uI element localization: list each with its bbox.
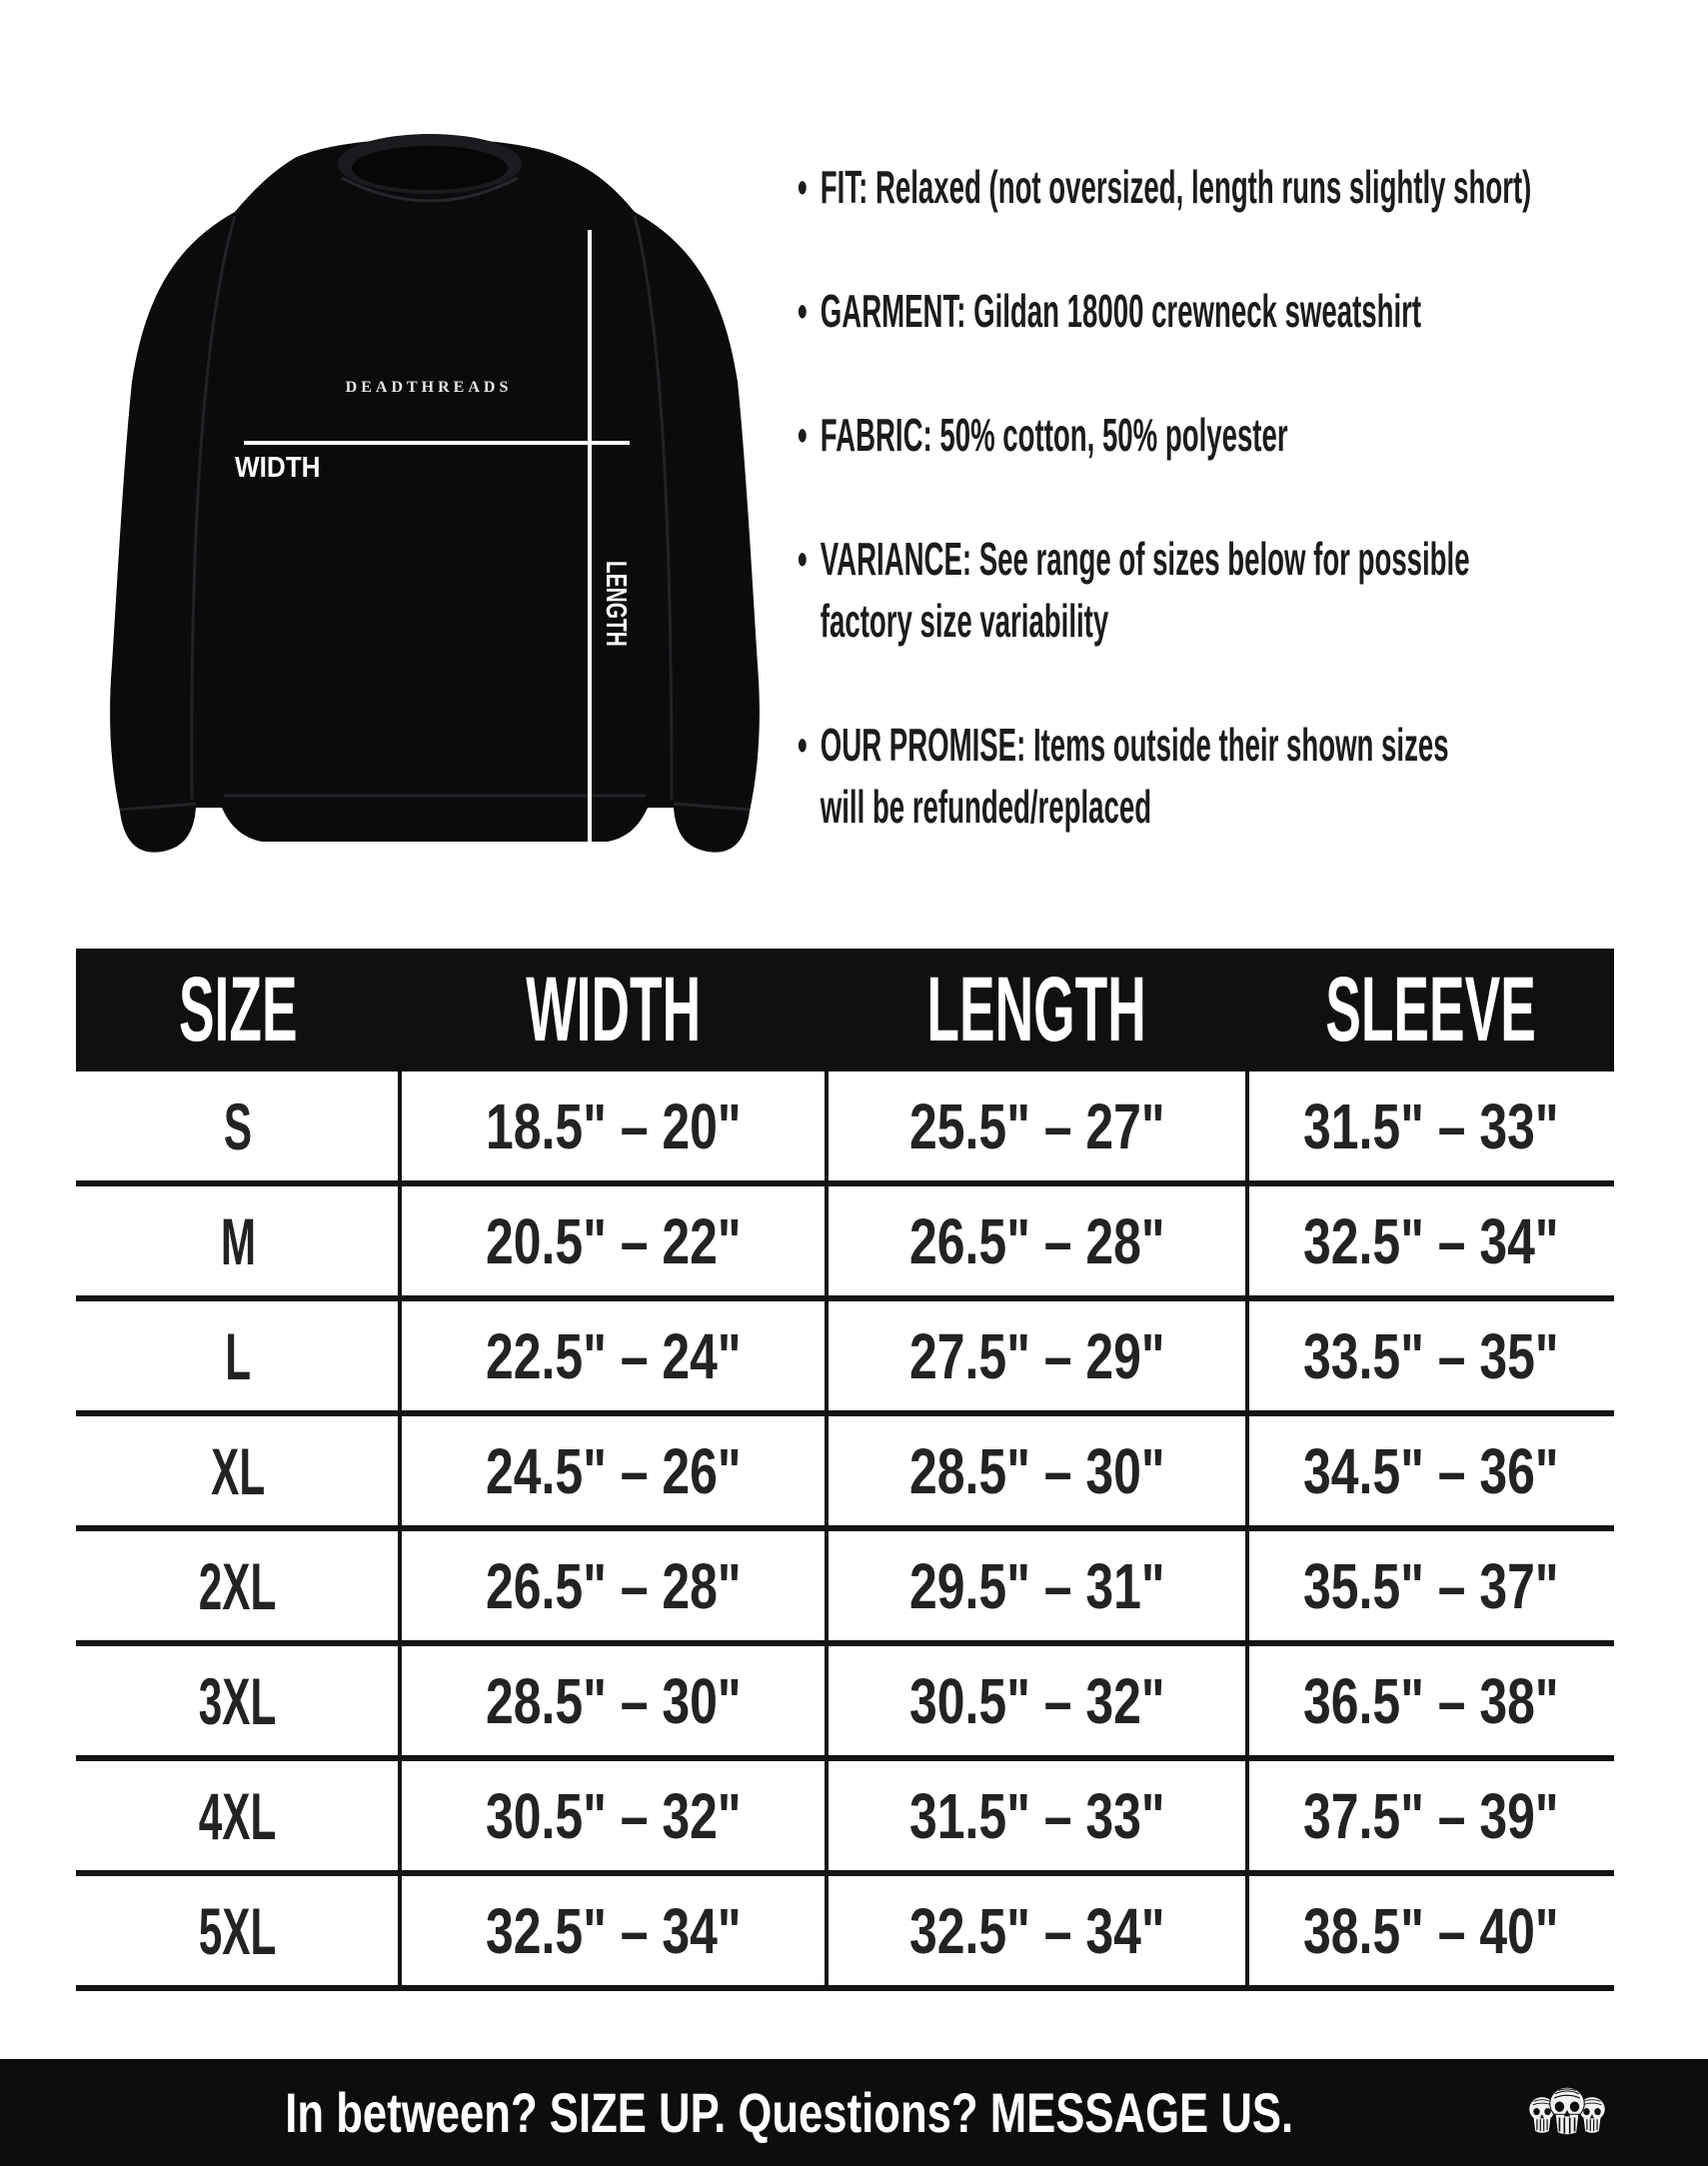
width-measure-label: WIDTH	[235, 450, 321, 484]
width-value: 20.5" – 22"	[485, 1204, 742, 1277]
sleeve-value: 38.5" – 40"	[1302, 1894, 1559, 1967]
column-divider	[825, 1072, 829, 1991]
table-row-3xl	[76, 1646, 1614, 1761]
size-value: L	[225, 1318, 251, 1393]
spec-text: factory size variability	[820, 595, 1109, 647]
table-row-s	[76, 1072, 1614, 1186]
sleeve-value: 31.5" – 33"	[1302, 1089, 1559, 1162]
length-value: 30.5" – 32"	[908, 1664, 1165, 1737]
table-row-5xl	[76, 1876, 1614, 1991]
size-chart-header	[76, 949, 1614, 1072]
table-row-m	[76, 1186, 1614, 1301]
length-measure-label: LENGTH	[600, 561, 633, 647]
bullet-icon: •	[798, 161, 808, 213]
length-value: 27.5" – 29"	[908, 1319, 1165, 1392]
size-chart	[76, 949, 1614, 1991]
length-value: 32.5" – 34"	[908, 1894, 1165, 1967]
spec-text: FIT: Relaxed (not oversized, length runs slightly short)	[820, 161, 1532, 213]
triple-skulls-icon	[1526, 2084, 1608, 2144]
size-value: 5XL	[199, 1893, 277, 1968]
table-row-xl	[76, 1416, 1614, 1531]
width-value: 24.5" – 26"	[485, 1434, 742, 1507]
length-value: 31.5" – 33"	[908, 1779, 1165, 1852]
header-cell-size: SIZE	[178, 959, 298, 1061]
footer-message	[0, 2059, 1578, 2166]
width-value: 18.5" – 20"	[485, 1089, 742, 1162]
sleeve-value: 33.5" – 35"	[1302, 1319, 1559, 1392]
size-value: 3XL	[199, 1663, 277, 1738]
bullet-icon: •	[798, 533, 808, 585]
sleeve-value: 34.5" – 36"	[1302, 1434, 1559, 1507]
table-row-2xl	[76, 1531, 1614, 1646]
length-value: 28.5" – 30"	[908, 1434, 1165, 1507]
length-value: 29.5" – 31"	[908, 1549, 1165, 1622]
bullet-icon: •	[798, 719, 808, 771]
brand-print: DEADTHREADS	[345, 379, 513, 396]
bullet-icon: •	[798, 409, 808, 461]
spec-text: VARIANCE: See range of sizes below for possible	[820, 533, 1470, 585]
width-value: 30.5" – 32"	[485, 1779, 742, 1852]
size-value: M	[220, 1203, 256, 1278]
length-value: 25.5" – 27"	[908, 1089, 1165, 1162]
length-value: 26.5" – 28"	[908, 1204, 1165, 1277]
sweatshirt-diagram	[50, 120, 810, 870]
table-row-4xl	[76, 1761, 1614, 1876]
spec-item-garment	[798, 280, 1625, 342]
size-chart-body	[76, 1072, 1614, 1991]
sleeve-value: 37.5" – 39"	[1302, 1779, 1559, 1852]
size-value: 4XL	[199, 1778, 277, 1853]
spec-text: OUR PROMISE: Items outside their shown sizes	[820, 719, 1449, 771]
spec-text: GARMENT: Gildan 18000 crewneck sweatshirt	[820, 285, 1422, 337]
spec-text: will be refunded/replaced	[820, 781, 1152, 833]
size-value: S	[223, 1088, 253, 1163]
collar-opening	[352, 146, 508, 190]
table-row-l	[76, 1301, 1614, 1416]
width-value: 28.5" – 30"	[485, 1664, 742, 1737]
header-cell-width: WIDTH	[526, 959, 701, 1061]
spec-item-fabric	[798, 404, 1625, 466]
sleeve-value: 35.5" – 37"	[1302, 1549, 1559, 1622]
sleeve-value: 36.5" – 38"	[1302, 1664, 1559, 1737]
header-cell-length: LENGTH	[926, 959, 1147, 1061]
spec-list	[798, 156, 1625, 900]
size-value: 2XL	[199, 1548, 277, 1623]
sleeve-value: 32.5" – 34"	[1302, 1204, 1559, 1277]
header-cell-sleeve: SLEEVE	[1325, 959, 1536, 1061]
footer-bar	[0, 2059, 1708, 2166]
column-divider	[1245, 1072, 1249, 1991]
spec-item-promise	[798, 714, 1625, 838]
size-value: XL	[211, 1433, 265, 1508]
spec-item-variance	[798, 528, 1625, 652]
spec-text: FABRIC: 50% cotton, 50% polyester	[820, 409, 1288, 461]
column-divider	[398, 1072, 402, 1991]
bullet-icon: •	[798, 285, 808, 337]
footer-message-text: In between? SIZE UP. Questions? MESSAGE US.	[285, 2081, 1293, 2144]
spec-item-fit	[798, 156, 1625, 218]
sweatshirt-silhouette	[110, 139, 760, 853]
width-value: 32.5" – 34"	[485, 1894, 742, 1967]
width-value: 22.5" – 24"	[485, 1319, 742, 1392]
width-value: 26.5" – 28"	[485, 1549, 742, 1622]
